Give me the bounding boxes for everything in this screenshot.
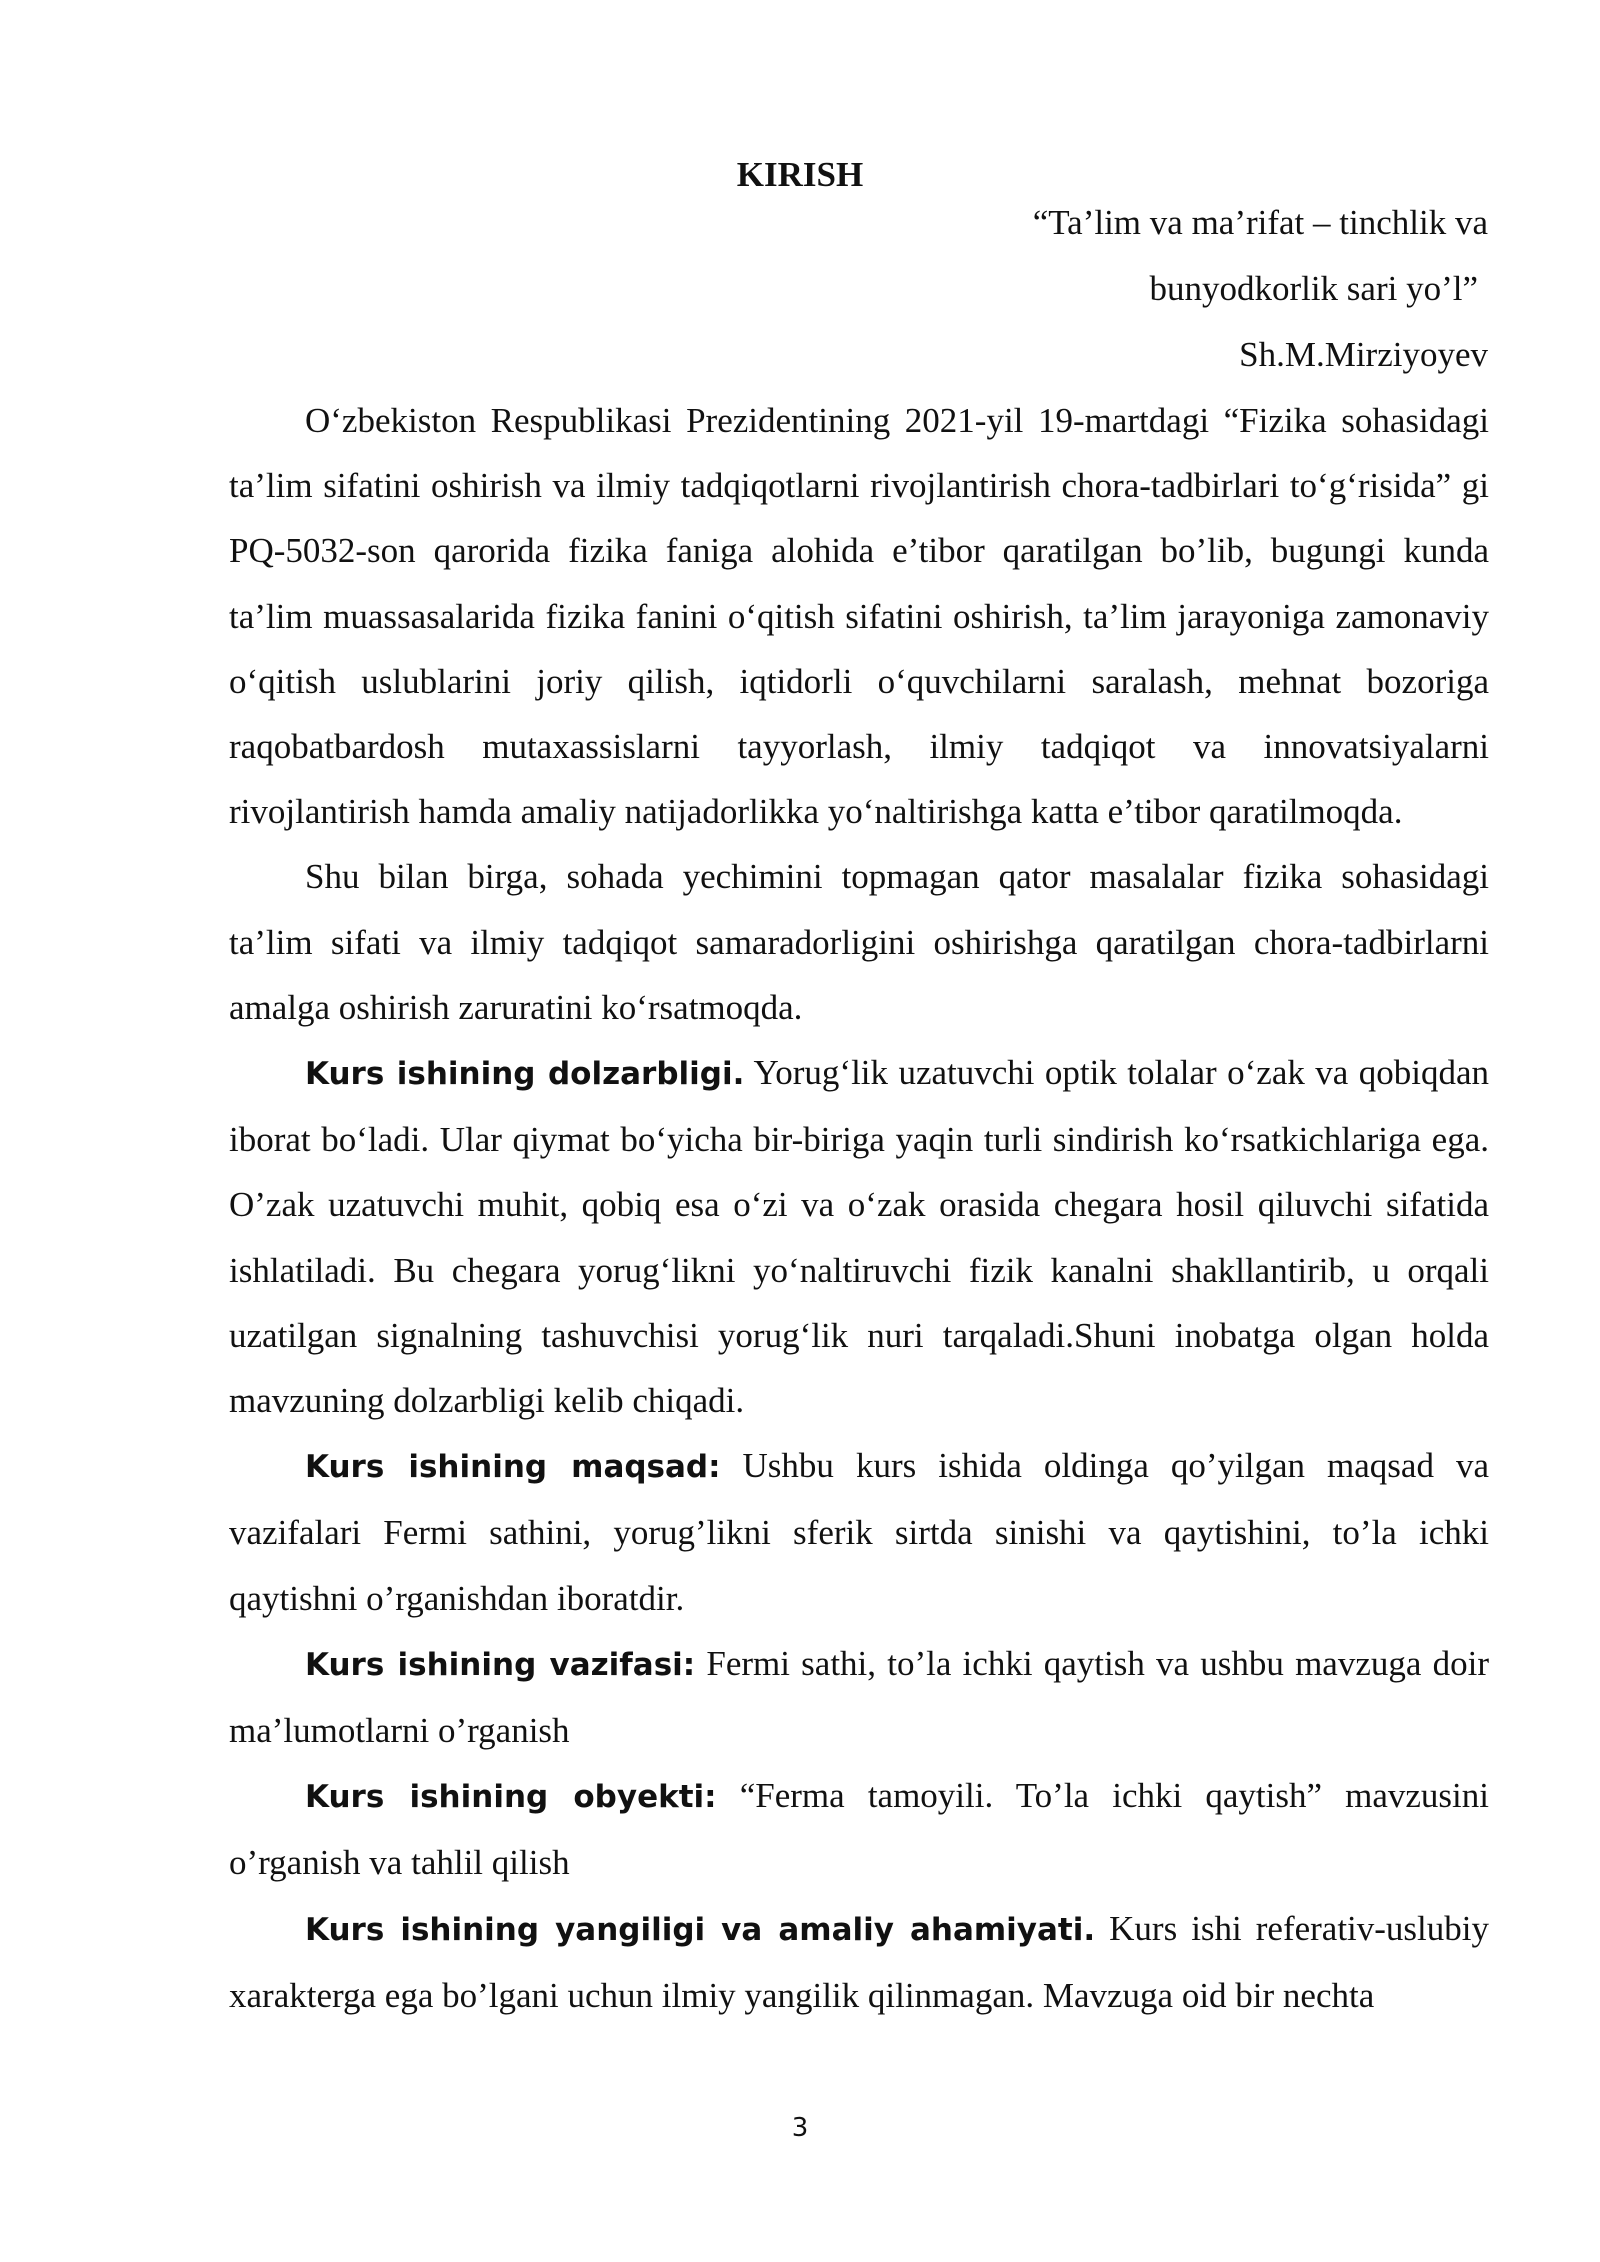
paragraph-relevance	[229, 1040, 1489, 1433]
epigraph-author: Sh.M.Mirziyoyev	[1239, 335, 1488, 374]
paragraph-novelty	[229, 1896, 1489, 2028]
paragraph-second: Shu bilan birga, sohada yechimini topmagan qator masalalar fizika sohasidagi ta’lim sifati va ilmiy tadqiqot samaradorligini oshirishga qaratilgan chora-tadbirlarni amalga oshirish zaruratini ko‘rsatmoqda.	[229, 857, 1489, 1027]
task-lead: Kurs ishining vazifasi:	[305, 1646, 696, 1683]
object-lead: Kurs ishining obyekti:	[305, 1779, 717, 1816]
novelty-text: Kurs ishi referativ-uslubiy xarakterga ega bo’lgani uchun ilmiy yangilik qilinmagan. Mavzuga oid bir nechta	[229, 1908, 1489, 2015]
paragraph-goal	[229, 1433, 1489, 1631]
task-text: Fermi sathi, to’la ichki qaytish va ushbu mavzuga doir ma’lumotlarni o’rganish	[229, 1643, 1489, 1751]
relevance-lead: Kurs ishining dolzarbligi.	[305, 1056, 745, 1093]
epigraph-line-2: bunyodkorlik sari yo’l”	[1149, 269, 1478, 308]
object-text: “Ferma tamoyili. To’la ichki qaytish” mavzusini o’rganish va tahlil qilish	[229, 1776, 1489, 1883]
goal-lead: Kurs ishining maqsad:	[305, 1449, 721, 1486]
page-number: 3	[791, 2113, 809, 2143]
paragraph-object	[229, 1763, 1489, 1895]
paragraph-intro: O‘zbekiston Respublikasi Prezidentining 2021-yil 19-martdagi “Fizika sohasidagi ta’lim sifatini oshirish va ilmiy tadqiqotlarni rivojlantirish chora-tadbirlari to‘g‘risida” gi PQ-5032-son qarorida fizika faniga alohida e’tibor qaratilgan bo’lib, bugungi kunda ta’lim muassasalarida fizika fanini o‘qitish sifatini oshirish, ta’lim jarayoniga zamonaviy o‘qitish uslublarini joriy qilish, iqtidorli o‘quvchilarni saralash, mehnat bozoriga raqobatbardosh mutaxassislarni tayyorlash, ilmiy tadqiqot va innovatsiyalarni rivojlantirish hamda amaliy natijadorlikka yo‘naltirishga katta e’tibor qaratilmoqda.	[229, 401, 1489, 832]
paragraph-task	[229, 1631, 1489, 1763]
epigraph-line-1: “Ta’lim va ma’rifat – tinchlik va	[1032, 203, 1488, 242]
relevance-text: Yorug‘lik uzatuvchi optik tolalar o‘zak va qobiqdan iborat bo‘ladi. Ular qiymat bo‘yicha bir-biriga yaqin turli sindirish ko‘rsatkichlariga ega. O’zak uzatuvchi muhit, qobiq esa o‘zi va o‘zak orasida chegara hosil qiluvchi sifatida ishlatiladi. Bu chegara yorug‘likni yo‘naltiruvchi fizik kanalni shakllantirib, u orqali uzatilgan signalning tashuvchisi yorug‘lik nuri tarqaladi.Shuni inobatga olgan holda mavzuning dolzarbligi kelib chiqadi.	[229, 1053, 1489, 1421]
body-text	[229, 388, 1489, 2028]
goal-text: Ushbu kurs ishida oldinga qo’yilgan maqsad va vazifalari Fermi sathini, yorug’likni sferik sirtda sinishi va qaytishini, to’la ichki qaytishni o’rganishdan iboratdir.	[229, 1446, 1489, 1618]
section-heading: KIRISH	[736, 155, 864, 194]
novelty-lead: Kurs ishining yangiligi va amaliy ahamiyati.	[305, 1911, 1096, 1948]
